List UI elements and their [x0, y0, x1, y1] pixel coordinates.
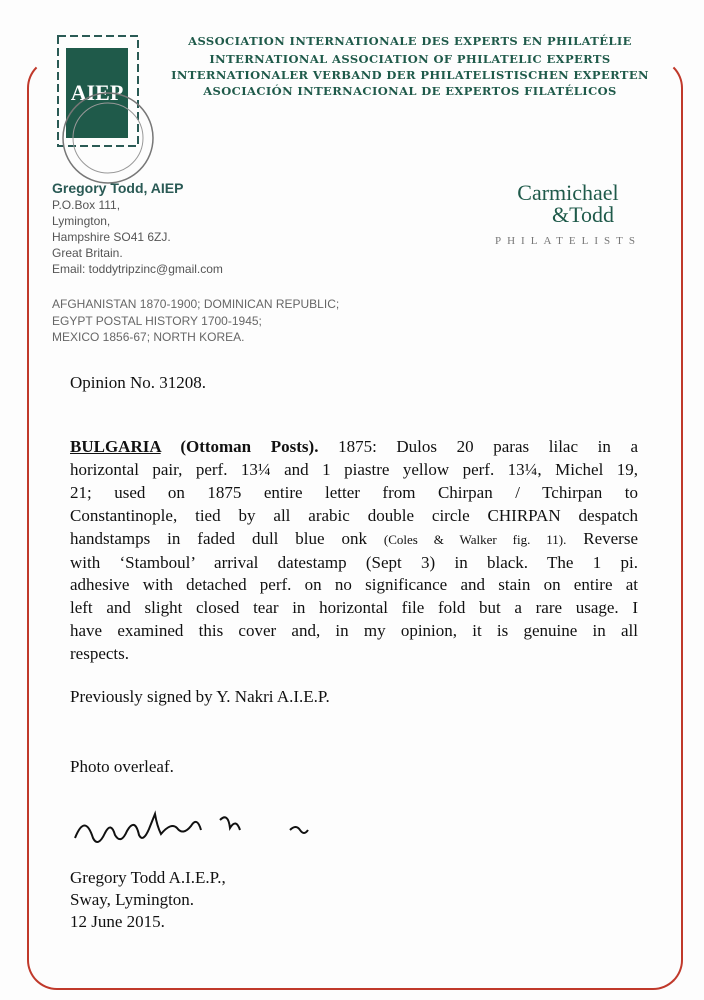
- body-text: handstamps in faded dull blue onk: [70, 528, 384, 548]
- address-line: Hampshire SO41 6ZJ.: [52, 230, 171, 244]
- opinion-number: Opinion No. 31208.: [70, 373, 206, 392]
- previously-signed: Previously signed by Y. Nakri A.I.E.P.: [70, 687, 330, 706]
- country-sub: (Ottoman Posts).: [180, 437, 319, 456]
- country: BULGARIA: [70, 437, 161, 456]
- photo-note: Photo overleaf.: [70, 757, 174, 776]
- address-line: Lymington,: [52, 214, 111, 228]
- signatory-name: Gregory Todd A.I.E.P.,: [70, 868, 226, 887]
- body-line: horizontal pair, perf. 13¼ and 1 piastre yellow perf. 13¼, Michel 19,: [70, 459, 638, 479]
- header-line-en: INTERNATIONAL ASSOCIATION OF PHILATELIC EXPERTS: [209, 52, 611, 66]
- header-line-fr: ASSOCIATION INTERNATIONALE DES EXPERTS EN PHILATÉLIE: [188, 34, 632, 48]
- brand-logo: [495, 182, 641, 252]
- body-line: respects.: [70, 644, 130, 664]
- specialities: [52, 296, 339, 346]
- body-line: with ‘Stamboul’ arrival datestamp (Sept 3) in black. The 1 pi.: [70, 552, 638, 572]
- signature-date: 12 June 2015.: [70, 912, 165, 931]
- sender-email: Email: toddytripzinc@gmail.com: [52, 262, 223, 276]
- body-text: Reverse: [566, 528, 638, 548]
- speciality-line: AFGHANISTAN 1870-1900; DOMINICAN REPUBLIC;: [52, 297, 340, 311]
- address-line: Great Britain.: [52, 246, 123, 260]
- body-line: have examined this cover and, in my opinion, it is genuine in all: [70, 621, 638, 641]
- header-line-es: ASOCIACIÓN INTERNACIONAL DE EXPERTOS FILATÉLICOS: [203, 84, 617, 98]
- body-text: 1875: Dulos 20 paras lilac in a: [318, 437, 639, 456]
- brand-line: Carmichael: [517, 180, 619, 205]
- handwritten-signature: [70, 808, 390, 858]
- opinion-body: [70, 436, 638, 666]
- body-line: adhesive with detached perf. on no significance and stain on entire at: [70, 575, 638, 595]
- speciality-line: EGYPT POSTAL HISTORY 1700-1945;: [52, 313, 262, 328]
- body-line: left and slight closed tear in horizontal file fold but a rare usage. I: [70, 598, 638, 618]
- body-line: Constantinople, tied by all arabic double circle CHIRPAN despatch: [70, 505, 638, 525]
- brand-line: &Todd: [551, 202, 614, 227]
- signatory-place: Sway, Lymington.: [70, 890, 195, 909]
- address-line: P.O.Box 111,: [52, 198, 121, 212]
- reference: (Coles & Walker fig. 11).: [383, 531, 567, 547]
- svg-text:AIEP: AIEP: [70, 80, 124, 105]
- header-line-de: INTERNATIONALER VERBAND DER PHILATELISTISCHEN EXPERTEN: [171, 68, 649, 82]
- sender-name: Gregory Todd, AIEP: [52, 180, 184, 196]
- sender-block: [52, 180, 223, 277]
- brand-tagline: PHILATELISTS: [495, 235, 641, 247]
- body-line: 21; used on 1875 entire letter from Chirpan / Tchirpan to: [70, 482, 638, 502]
- speciality-line: MEXICO 1856-67; NORTH KOREA.: [52, 330, 245, 344]
